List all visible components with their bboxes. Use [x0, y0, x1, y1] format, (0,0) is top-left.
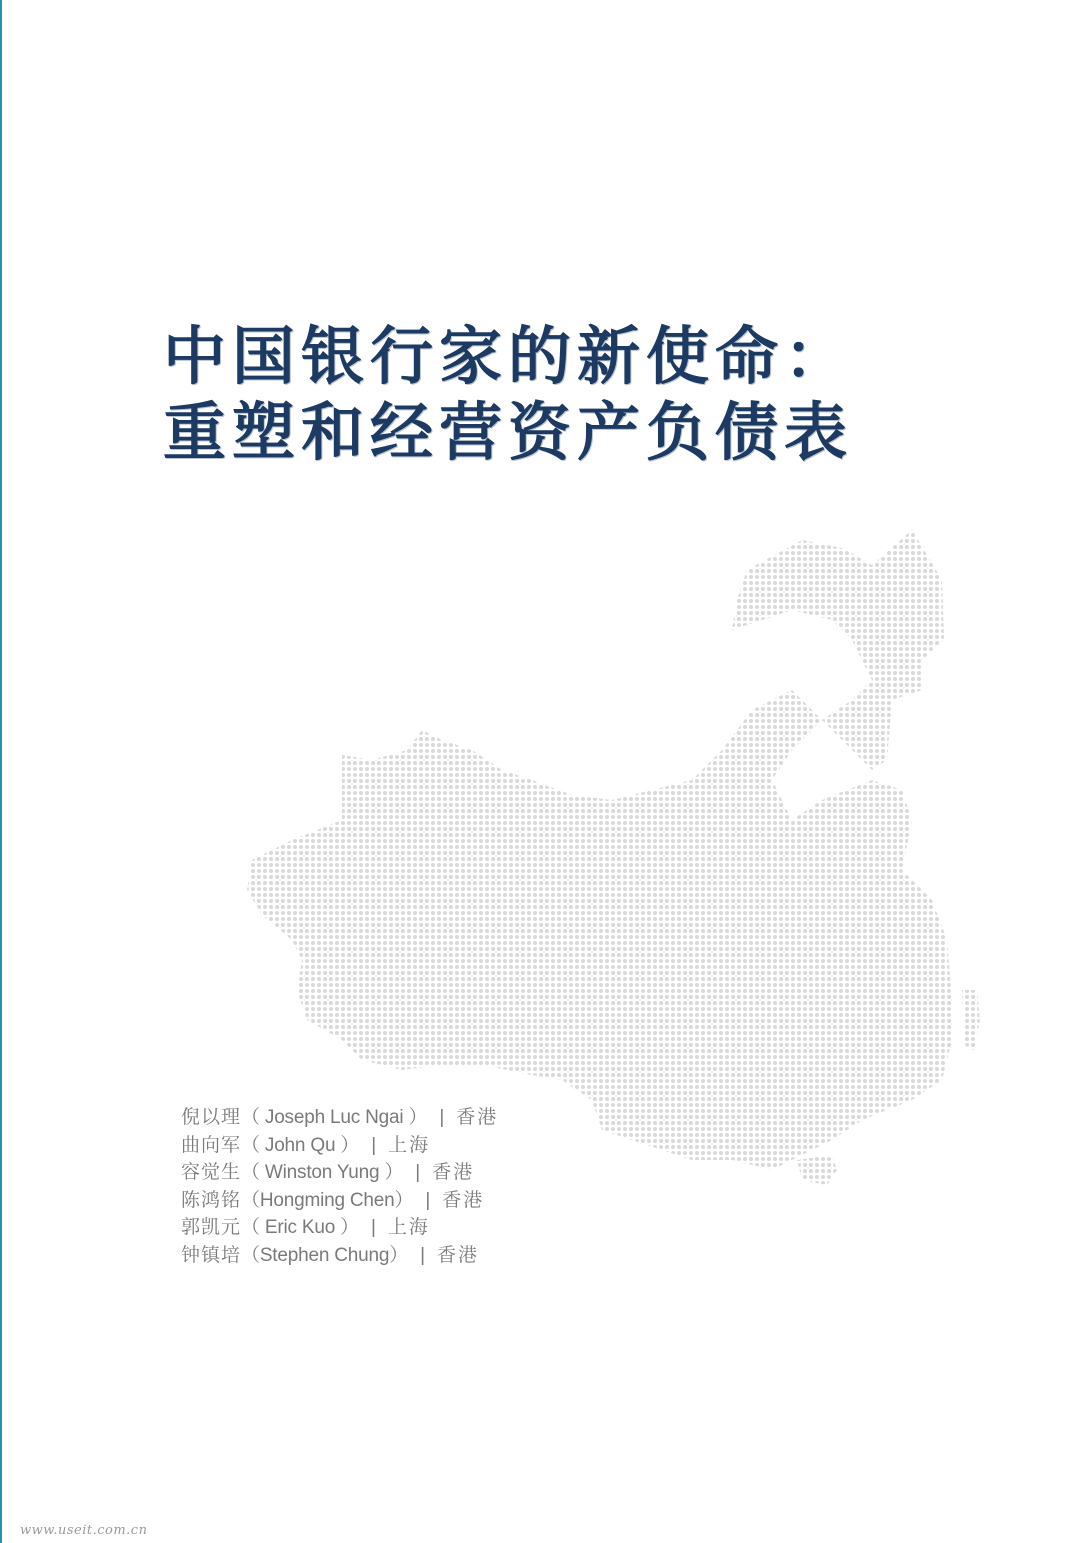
author-separator: |	[425, 1189, 431, 1211]
footer-watermark-url: www.useit.com.cn	[20, 1523, 148, 1538]
author-english-name: （ Eric Kuo ）	[241, 1217, 359, 1238]
author-chinese-name: 郭凯元	[181, 1216, 242, 1238]
report-title-line-2: 重塑和经营资产负债表	[163, 395, 853, 469]
author-entry	[181, 1242, 601, 1270]
author-city: 上海	[387, 1216, 430, 1238]
author-list	[181, 1104, 601, 1269]
author-chinese-name: 钟镇培	[181, 1243, 242, 1266]
mainland-shape	[247, 530, 952, 1170]
taiwan-island-shape	[962, 990, 980, 1050]
author-city: 香港	[432, 1161, 475, 1183]
dotted-china-map-icon	[232, 520, 992, 1200]
report-title	[163, 318, 853, 470]
author-separator: |	[439, 1107, 445, 1128]
author-english-name: （Hongming Chen）	[241, 1189, 414, 1211]
author-english-name: （ John Qu ）	[241, 1134, 360, 1156]
author-entry	[181, 1104, 601, 1132]
author-entry	[181, 1214, 601, 1242]
author-separator: |	[370, 1217, 376, 1238]
author-city: 香港	[456, 1106, 499, 1128]
author-english-name: （ Winston Yung ）	[241, 1162, 404, 1183]
author-city: 香港	[442, 1188, 485, 1211]
author-separator: |	[415, 1162, 421, 1183]
report-title-line-1: 中国银行家的新使命：	[163, 319, 853, 393]
author-chinese-name: 倪以理	[181, 1106, 242, 1128]
author-separator: |	[420, 1244, 426, 1266]
author-separator: |	[371, 1134, 377, 1156]
author-chinese-name: 容觉生	[181, 1161, 242, 1183]
author-entry	[181, 1159, 601, 1187]
left-accent-rule	[0, 0, 2, 1543]
author-chinese-name: 陈鸿铭	[181, 1188, 242, 1211]
author-chinese-name: 曲向军	[181, 1133, 242, 1156]
author-english-name: （Stephen Chung）	[241, 1244, 409, 1266]
author-city: 香港	[437, 1243, 480, 1266]
author-entry	[181, 1187, 601, 1215]
author-city: 上海	[388, 1133, 431, 1156]
author-english-name: （ Joseph Luc Ngai ）	[241, 1107, 428, 1128]
author-entry	[181, 1132, 601, 1160]
hainan-island-shape	[797, 1155, 837, 1185]
